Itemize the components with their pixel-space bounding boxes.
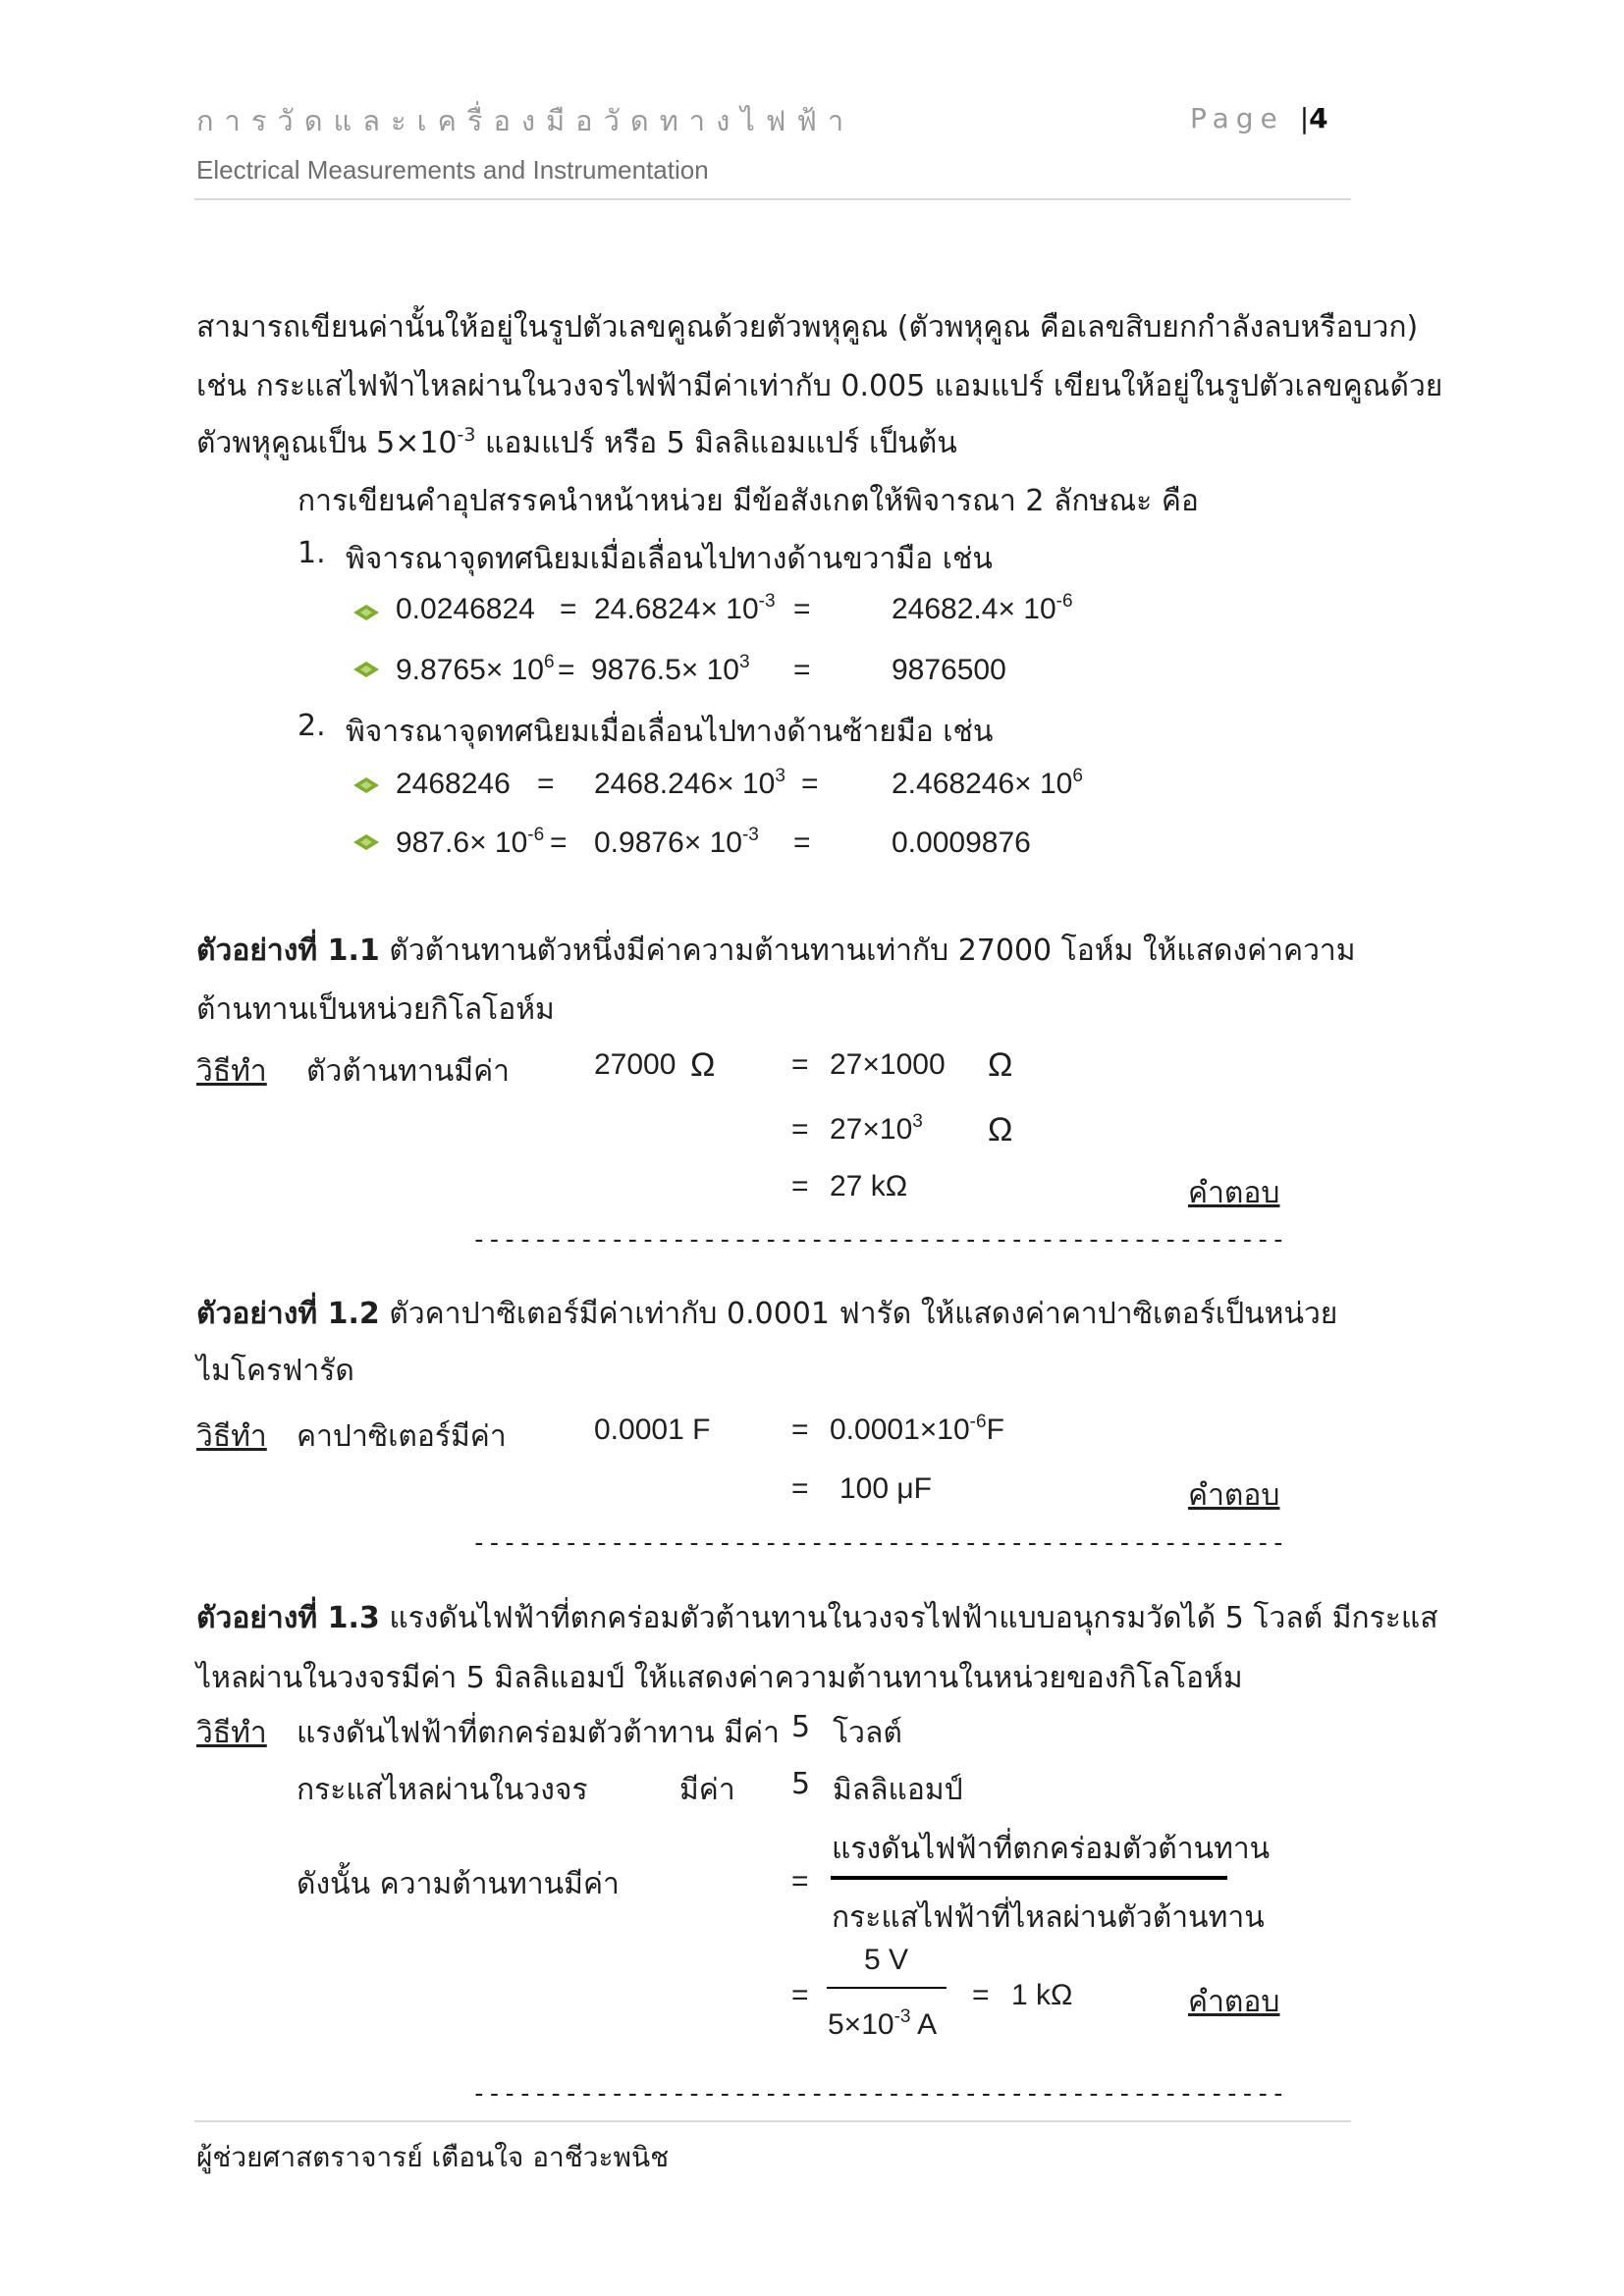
example-2-heading: ตัวอย่างที่ 1.2 ตัวคาปาซิเตอร์มีค่าเท่ากับ 0.0001 ฟารัด ให้แสดงค่าคาปาซิเตอร์เป็นหน่วย — [196, 1297, 1338, 1331]
rule-2-row-2-eq1: = — [550, 827, 568, 859]
ohm-symbol: Ω — [690, 1046, 716, 1084]
fraction-2-denominator: $5\times 10^{-3}$ A — [828, 2006, 938, 2041]
rule-1-row-1-a: 0.0246824 — [396, 593, 535, 625]
rule-2-row-1-c: $2.468246\times 10^6$ — [892, 766, 1083, 800]
diamond-bullet-icon — [353, 605, 379, 620]
example-3-given-1-label: แรงดันไฟฟ้าที่ตกคร่อมตัวต้าทาน มีค่า — [297, 1716, 780, 1750]
example-3-eq-1: = — [791, 1865, 809, 1897]
example-1-line-2: ต้านทานเป็นหน่วยกิโลโอห์ม — [196, 992, 555, 1027]
footer-divider — [194, 2120, 1351, 2122]
example-2-step-2: 100 μF — [839, 1472, 932, 1505]
example-2-step-1: $0.0001\times 10^{-6}F$ — [830, 1412, 1004, 1446]
example-2-method: วิธีทำ — [196, 1419, 267, 1454]
example-3-given-2-has: มีค่า — [679, 1773, 735, 1807]
example-1-eq-2: = — [791, 1113, 809, 1146]
fraction-denominator: กระแสไฟฟ้าที่ไหลผ่านตัวต้านทาน — [832, 1900, 1265, 1935]
fraction-numerator: แรงดันไฟฟ้าที่ตกคร่อมตัวต้านทาน — [832, 1832, 1271, 1866]
ohm-symbol: Ω — [988, 1046, 1013, 1084]
header-title-thai: การวัดและเครื่องมือวัดทางไฟฟ้า — [196, 104, 855, 137]
rule-2-row-2-c: 0.0009876 — [892, 827, 1031, 859]
separator: ----------------------------------------------------- — [471, 1225, 1286, 1255]
example-3-given-1-value: 5 — [791, 1710, 811, 1744]
rule-1-row-2-eq1: = — [558, 654, 575, 686]
example-1-method: วิธีทำ — [196, 1054, 267, 1089]
rule-1-row-1-eq1: = — [560, 593, 577, 625]
example-1-eq-1: = — [791, 1048, 809, 1081]
rule-1-row-2-b: $9876.5\times 10^3$ — [591, 652, 750, 686]
example-1-step-2: $27\times 10^3$ — [830, 1111, 923, 1146]
rule-1-number: 1. — [298, 536, 326, 570]
example-3-result: 1 kΩ — [1011, 1979, 1073, 2011]
rule-2-row-1-eq1: = — [537, 768, 555, 800]
example-2-given-label: คาปาซิเตอร์มีค่า — [297, 1419, 507, 1454]
rule-1-row-2-c: 9876500 — [892, 654, 1006, 686]
example-2-given-value: 0.0001 F — [594, 1414, 711, 1446]
rule-2-row-2-b: $0.9876\times 10^{-3}$ — [594, 825, 759, 859]
example-3-result-eq: = — [972, 1979, 990, 2011]
rule-2-row-2-eq2: = — [793, 827, 811, 859]
rule-2-row-1-b: $2468.246\times 10^3$ — [594, 766, 785, 800]
rule-1-row-2-eq2: = — [793, 654, 811, 686]
example-3-eq-2: = — [791, 1979, 809, 2011]
rule-1-row-1-eq2: = — [793, 593, 811, 625]
example-3-line-2: ไหลผ่านในวงจรมีค่า 5 มิลลิแอมป์ ให้แสดงค่าความต้านทานในหน่วยของกิโลโอห์ม — [196, 1661, 1243, 1695]
example-2-answer: คำตอบ — [1188, 1478, 1280, 1513]
example-2-eq-2: = — [791, 1472, 809, 1505]
example-1-heading: ตัวอย่างที่ 1.1 ตัวต้านทานตัวหนึ่งมีค่าความต้านทานเท่ากับ 27000 โอห์ม ให้แสดงค่าความ — [196, 934, 1356, 968]
rule-2-text: พิจารณาจุดทศนิยมเมื่อเลื่อนไปทางด้านซ้ายมือ เช่น — [346, 715, 994, 749]
intro-line-1: สามารถเขียนค่านั้นให้อยู่ในรูปตัวเลขคูณด้วยตัวพหุคูณ (ตัวพหุคูณ คือเลขสิบยกกำลังลบหรือบวก) — [196, 310, 1419, 345]
example-2-line-2: ไมโครฟารัด — [196, 1354, 354, 1388]
intro-line-3: ตัวพหุคูณเป็น $5\times 10^{-3}$ แอมแปร์ หรือ 5 มิลลิแอมแปร์ เป็นต้น — [196, 424, 957, 460]
rule-1-row-1-b: $24.6824\times 10^{-3}$ — [594, 591, 776, 625]
example-3-given-2-unit: มิลลิแอมป์ — [833, 1773, 963, 1807]
example-3-method: วิธีทำ — [196, 1716, 267, 1750]
rule-1-text: พิจารณาจุดทศนิยมเมื่อเลื่อนไปทางด้านขวามือ เช่น — [346, 542, 993, 576]
example-3-heading: ตัวอย่างที่ 1.3 แรงดันไฟฟ้าที่ตกคร่อมตัวต้านทานในวงจรไฟฟ้าแบบอนุกรมวัดได้ 5 โวลต์ มีกระแส — [196, 1601, 1438, 1635]
example-1-given-value: 27000 — [594, 1048, 677, 1081]
header-title-en: Electrical Measurements and Instrumentation — [196, 155, 709, 185]
intro-line-4: การเขียนคำอุปสรรคนำหน้าหน่วย มีข้อสังเกตให้พิจารณา 2 ลักษณะ คือ — [298, 484, 1199, 518]
fraction-2-bar — [827, 1987, 947, 1989]
page-word: Page — [1190, 102, 1284, 134]
example-2-eq-1: = — [791, 1414, 809, 1446]
page-number: 4 — [1309, 102, 1328, 134]
header-divider — [194, 198, 1351, 200]
example-1-eq-3: = — [791, 1170, 809, 1202]
example-3-given-2-label: กระแสไหลผ่านในวงจร — [297, 1773, 588, 1807]
example-1-given-label: ตัวต้านทานมีค่า — [306, 1054, 510, 1089]
separator: ----------------------------------------------------- — [471, 2079, 1286, 2109]
rule-2-row-1-a: 2468246 — [396, 768, 511, 800]
fraction-bar — [831, 1876, 1227, 1880]
rule-2-row-2-a: $987.6\times 10^{-6}$ — [396, 825, 545, 859]
example-3-answer: คำตอบ — [1188, 1985, 1280, 2019]
ohm-symbol: Ω — [988, 1111, 1013, 1148]
rule-1-row-1-c: $24682.4\times 10^{-6}$ — [892, 591, 1073, 625]
page-separator: | — [1299, 102, 1310, 134]
example-1-step-1: 27×1000 — [830, 1048, 946, 1081]
example-1-step-3: 27 kΩ — [830, 1170, 908, 1202]
example-1-answer: คำตอบ — [1188, 1176, 1280, 1210]
example-3-therefore: ดังนั้น ความต้านทานมีค่า — [297, 1867, 620, 1901]
diamond-bullet-icon — [353, 662, 379, 677]
diamond-bullet-icon — [353, 777, 379, 793]
intro-line-2: เช่น กระแสไฟฟ้าไหลผ่านในวงจรไฟฟ้ามีค่าเท่ากับ 0.005 แอมแปร์ เขียนให้อยู่ในรูปตัวเลขคูณด้วย — [196, 369, 1443, 403]
footer-author: ผู้ช่วยศาสตราจารย์ เตือนใจ อาชีวะพนิช — [196, 2141, 670, 2173]
page-indicator — [1190, 102, 1328, 134]
rule-2-number: 2. — [298, 709, 326, 743]
example-3-given-2-value: 5 — [791, 1767, 811, 1801]
example-3-given-1-unit: โวลต์ — [833, 1716, 902, 1750]
diamond-bullet-icon — [353, 834, 379, 850]
fraction-2-numerator: 5 V — [864, 1944, 909, 1976]
rule-2-row-1-eq2: = — [801, 768, 819, 800]
separator: ----------------------------------------------------- — [471, 1528, 1286, 1558]
rule-1-row-2-a: $9.8765\times 10^6$ — [396, 652, 555, 686]
